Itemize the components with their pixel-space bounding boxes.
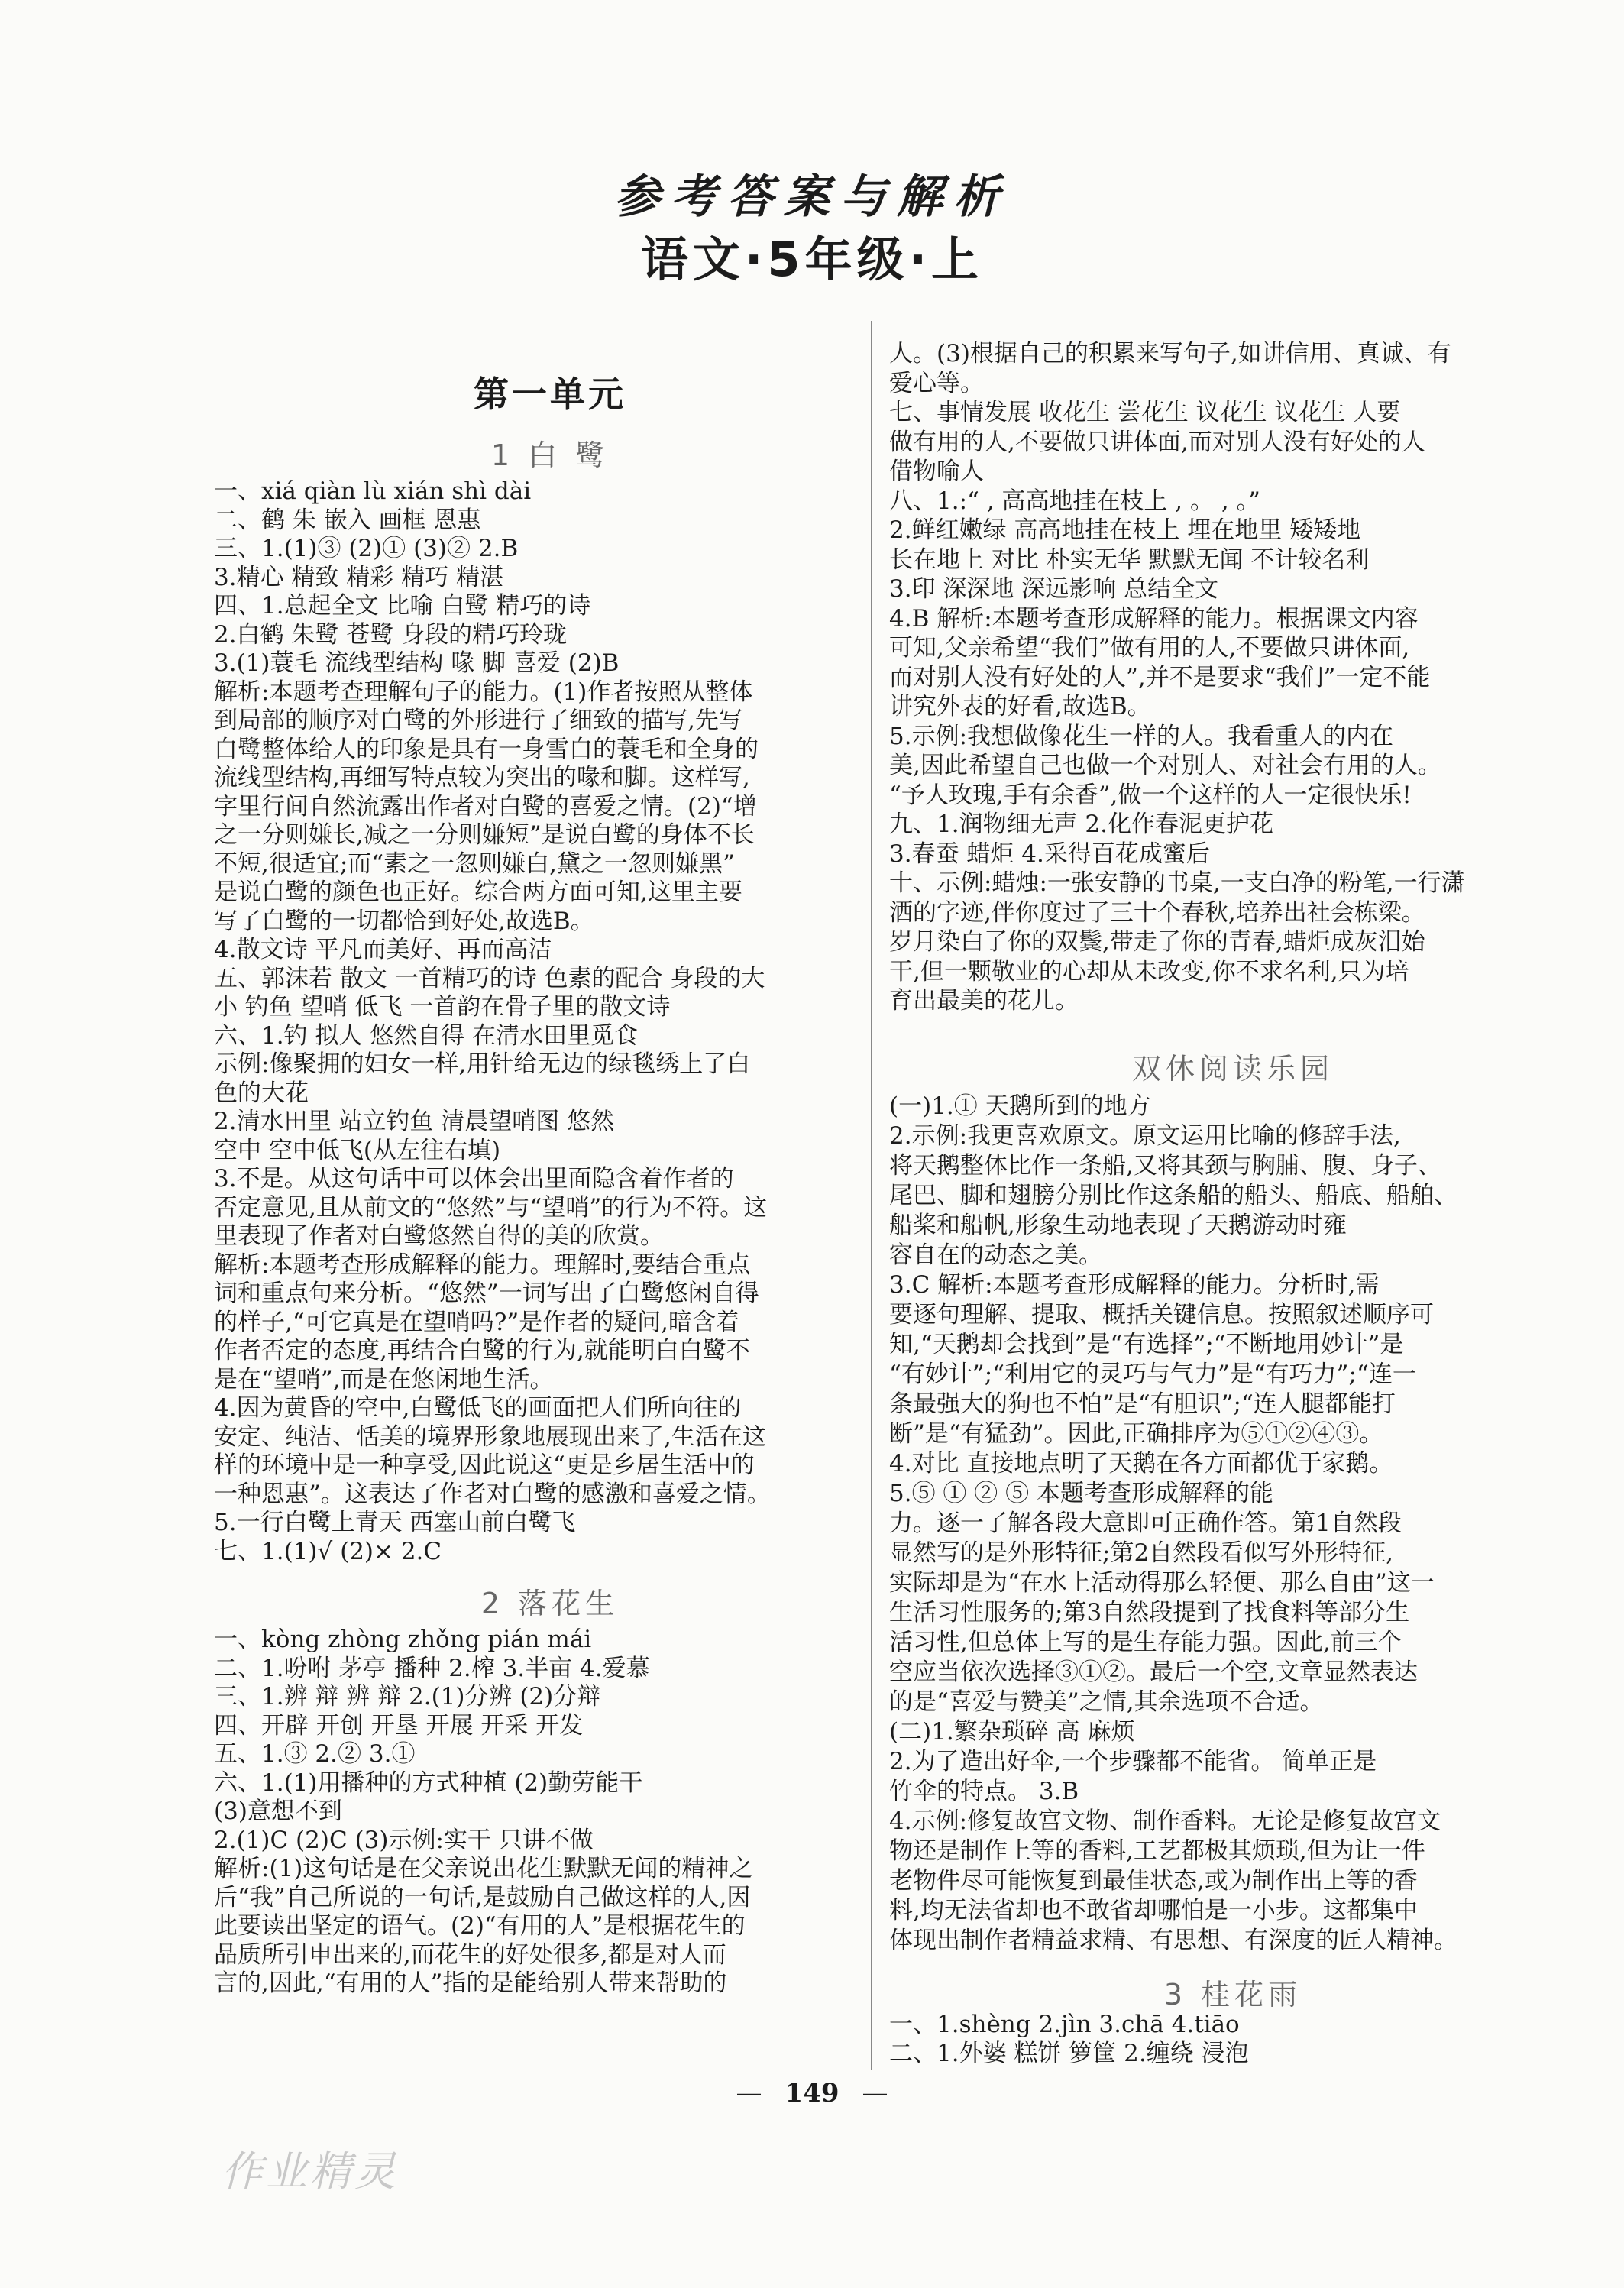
answer-line: 色的大花	[214, 1079, 309, 1107]
answer-line: 示例:像聚拥的妇女一样,用针给无边的绿毯绣上了白	[214, 1050, 751, 1078]
answer-line: 言的,因此,“有用的人”指的是能给别人带来帮助的	[214, 1969, 727, 1997]
lesson-2-title: 2 落花生	[480, 1587, 620, 1620]
watermark-stamp: 作业精灵	[222, 2147, 399, 2196]
answer-line: 一种恩惠”。这表达了作者对白鹭的感激和喜爱之情。	[214, 1480, 771, 1508]
answer-line: 八、1.:“ , 高高地挂在枝上 , 。 , 。”	[889, 487, 1260, 515]
answer-line: 物还是制作上等的香料,工艺都极其烦琐,但为让一件	[889, 1837, 1425, 1865]
answer-line: 容自在的动态之美。	[889, 1241, 1102, 1269]
answer-line: “予人玫瑰,手有余香”,做一个这样的人一定很快乐!	[889, 781, 1412, 809]
answer-line: 2.示例:我更喜欢原文。原文运用比喻的修辞手法,	[889, 1122, 1401, 1150]
answer-line: 借物喻人	[889, 458, 984, 485]
answer-line: 四、开辟 开创 开垦 开展 开采 开发	[214, 1711, 584, 1739]
answer-line: 此要读出坚定的语气。(2)“有用的人”是根据花生的	[214, 1912, 746, 1940]
answer-line: 七、1.(1)√ (2)× 2.C	[214, 1537, 442, 1565]
answer-line: 4.示例:修复故宫文物、制作香料。无论是修复故宫文	[889, 1807, 1441, 1835]
answer-line: 竹伞的特点。 3.B	[889, 1778, 1079, 1805]
answer-line: 到局部的顺序对白鹭的外形进行了细致的描写,先写	[214, 707, 742, 734]
answer-line: 断”是“有猛劲”。因此,正确排序为⑤①②④③。	[889, 1420, 1383, 1448]
answer-line: 做有用的人,不要做只讲体面,而对别人没有好处的人	[889, 428, 1425, 456]
answer-line: 品质所引申出来的,而花生的好处很多,都是对人而	[214, 1940, 726, 1969]
answer-line: 长在地上 对比 朴实无华 默默无闻 不计较名利	[889, 545, 1370, 574]
answer-line: 的样子,“可它真是在望哨吗?”是作者的疑问,暗含着	[214, 1308, 740, 1336]
answer-line: 2.(1)C (2)C (3)示例:实干 只讲不做	[214, 1826, 594, 1854]
answer-line: 力。逐一了解各段大意即可正确作答。第1自然段	[889, 1510, 1402, 1537]
reading-section-title: 双休阅读乐园	[1131, 1052, 1334, 1086]
answer-line: 爱心等。	[889, 369, 984, 397]
answer-line: 二、1.外婆 糕饼 箩筐 2.缠绕 浸泡	[889, 2040, 1249, 2067]
answer-line: 3.C 解析:本题考查形成解释的能力。分析时,需	[889, 1271, 1380, 1299]
answer-line: 4.对比 直接地点明了天鹅在各方面都优于家鹅。	[889, 1450, 1393, 1477]
answer-line: 安定、纯洁、恬美的境界形象地展现出来了,生活在这	[214, 1422, 766, 1451]
answer-line: 尾巴、脚和翅膀分别比作这条船的船头、船底、船舶、	[889, 1182, 1457, 1209]
answer-line: 讲究外表的好看,故选B。	[889, 693, 1151, 720]
answer-line: 流线型结构,再细写特点较为突出的喙和脚。这样写,	[214, 764, 750, 791]
answer-line: 2.白鹤 朱鹭 苍鹭 身段的精巧玲珑	[214, 620, 568, 649]
answer-line: 九、1.润物细无声 2.化作春泥更护花	[889, 811, 1274, 838]
answer-line: 2.为了造出好伞,一个步骤都不能省。 简单正是	[889, 1748, 1377, 1775]
page-number: — 149 —	[0, 2078, 1624, 2108]
answer-line: 四、1.总起全文 比喻 白鹭 精巧的诗	[214, 592, 591, 620]
lesson-1-title: 1 白 鹭	[490, 439, 610, 472]
answer-line: 生活习性服务的;第3自然段提到了找食料等部分生	[889, 1599, 1410, 1626]
answer-line: 条最强大的狗也不怕”是“有胆识”;“连人腿都能打	[889, 1390, 1396, 1418]
answer-line: 解析:本题考查理解句子的能力。(1)作者按照从整体	[214, 678, 753, 706]
answer-line: 2.鲜红嫩绿 高高地挂在枝上 埋在地里 矮矮地	[889, 516, 1361, 544]
answer-line: 4.散文诗 平凡而美好、再而高洁	[214, 936, 552, 963]
answer-line: 人。(3)根据自己的积累来写句子,如讲信用、真诚、有	[889, 340, 1451, 367]
answer-line: 是在“望哨”,而是在悠闲地生活。	[214, 1365, 554, 1393]
answer-line: 三、1.(1)③ (2)① (3)② 2.B	[214, 535, 519, 562]
answer-line: 老物件尽可能恢复到最佳状态,或为制作出上等的香	[889, 1867, 1418, 1895]
answer-line: 解析:本题考查形成解释的能力。理解时,要结合重点	[214, 1251, 751, 1279]
answer-line: 词和重点句来分析。“悠然”一词写出了白鹭悠闲自得	[214, 1280, 759, 1307]
answer-line: 是说白鹭的颜色也正好。综合两方面可知,这里主要	[214, 879, 742, 906]
answer-line: 育出最美的花儿。	[889, 987, 1079, 1015]
answer-line: 后“我”自己所说的一句话,是鼓励自己做这样的人,因	[214, 1883, 751, 1911]
answer-line: 要逐句理解、提取、概括关键信息。按照叙述顺序可	[889, 1301, 1434, 1328]
answer-line: 一、kòng zhòng zhǒng pián mái	[214, 1626, 592, 1653]
answer-line: 4.因为黄昏的空中,白鹭低飞的画面把人们所向往的	[214, 1394, 742, 1422]
answer-line: 十、示例:蜡烛:一张安静的书桌,一支白净的粉笔,一行潇	[889, 869, 1465, 897]
answer-line: 不短,很适宜;而“素之一忽则嫌白,黛之一忽则嫌黑”	[214, 850, 735, 878]
answer-line: 5.一行白鹭上青天 西塞山前白鹭飞	[214, 1509, 576, 1536]
page-title: 参考答案与解析	[614, 170, 1010, 224]
answer-line: 五、郭沫若 散文 一首精巧的诗 色素的配合 身段的大	[214, 964, 765, 992]
answer-line: “有妙计”;“利用它的灵巧与气力”是“有巧力”;“连一	[889, 1361, 1416, 1388]
answer-line: 小 钓鱼 望哨 低飞 一首韵在骨子里的散文诗	[214, 993, 671, 1021]
answer-line: 2.清水田里 站立钓鱼 清晨望哨图 悠然	[214, 1108, 615, 1135]
answer-line: 3.精心 精致 精彩 精巧 精湛	[214, 563, 503, 591]
answer-line: 岁月染白了你的双鬓,带走了你的青春,蜡炬成灰泪始	[889, 928, 1425, 956]
answer-line: 4.B 解析:本题考查形成解释的能力。根据课文内容	[889, 604, 1419, 633]
answer-line: 二、1.吩咐 茅亭 播种 2.榨 3.半亩 4.爱慕	[214, 1654, 650, 1682]
answer-line: 作者否定的态度,再结合白鹭的行为,就能明白白鹭不	[214, 1337, 750, 1364]
answer-line: 3.(1)蓑毛 流线型结构 喙 脚 喜爱 (2)B	[214, 649, 620, 677]
answer-line: 六、1.钓 拟人 悠然自得 在清水田里觅食	[214, 1021, 639, 1050]
answer-line: 样的环境中是一种享受,因此说这“更是乡居生活中的	[214, 1451, 755, 1479]
answer-line: 可知,父亲希望“我们”做有用的人,不要做只讲体面,	[889, 634, 1410, 662]
answer-line: 3.春蚕 蜡炬 4.采得百花成蜜后	[889, 840, 1210, 868]
lesson-3-title: 3 桂花雨	[1163, 1978, 1302, 2011]
answer-line: 3.不是。从这句话中可以体会出里面隐含着作者的	[214, 1165, 734, 1193]
answer-line: 船桨和船帆,形象生动地表现了天鹅游动时雍	[889, 1212, 1347, 1239]
answer-line: 五、1.③ 2.② 3.①	[214, 1740, 416, 1768]
answer-line: (一)1.① 天鹅所到的地方	[889, 1092, 1151, 1120]
page-subtitle: 语文·5年级·上	[640, 231, 984, 287]
answer-line: 活习性,但总体上写的是生存能力强。因此,前三个	[889, 1629, 1402, 1656]
column-divider	[871, 321, 872, 2070]
answer-line: 美,因此希望自己也做一个对别人、对社会有用的人。	[889, 752, 1441, 779]
answer-line: 一、xiá qiàn lù xián shì dài	[214, 477, 532, 505]
answer-line: 体现出制作者精益求精、有思想、有深度的匠人精神。	[889, 1927, 1457, 1954]
answer-line: 二、鹤 朱 嵌入 画框 恩惠	[214, 506, 481, 534]
answer-line: 知,“天鹅却会找到”是“有选择”;“不断地用妙计”是	[889, 1331, 1404, 1358]
answer-line: 空应当依次选择③①②。最后一个空,文章显然表达	[889, 1659, 1418, 1686]
answer-line: 七、事情发展 收花生 尝花生 议花生 议花生 人要	[889, 399, 1401, 426]
answer-line: 实际却是为“在水上活动得那么轻便、那么自由”这一	[889, 1569, 1435, 1597]
answer-line: (3)意想不到	[214, 1798, 342, 1825]
answer-line: 洒的字迹,伴你度过了三十个春秋,培养出社会栋梁。	[889, 898, 1425, 927]
answer-line: 空中 空中低飞(从左往右填)	[214, 1136, 501, 1164]
answer-line: 而对别人没有好处的人”,并不是要求“我们”一定不能	[889, 663, 1431, 691]
answer-line: 写了白鹭的一切都恰到好处,故选B。	[214, 907, 594, 935]
answer-line: 六、1.(1)用播种的方式种植 (2)勤劳能干	[214, 1769, 643, 1797]
answer-line: 字里行间自然流露出作者对白鹭的喜爱之情。(2)“增	[214, 792, 757, 820]
answer-line: 里表现了作者对白鹭悠然自得的美的欣赏。	[214, 1222, 664, 1250]
answer-line: 一、1.shèng 2.jìn 3.chā 4.tiāo	[889, 2011, 1240, 2038]
answer-line: 白鹭整体给人的印象是具有一身雪白的蓑毛和全身的	[214, 735, 759, 763]
answer-line: 3.印 深深地 深远影响 总结全文	[889, 575, 1219, 603]
answer-line: 显然写的是外形特征;第2自然段看似写外形特征,	[889, 1539, 1394, 1567]
answer-line: 5.示例:我想做像花生一样的人。我看重人的内在	[889, 722, 1394, 750]
answer-line: 三、1.辨 辩 辨 辩 2.(1)分辨 (2)分辩	[214, 1683, 601, 1710]
answer-line: 的是“喜爱与赞美”之情,其余选项不合适。	[889, 1688, 1324, 1716]
answer-line: 之一分则嫌长,减之一分则嫌短”是说白鹭的身体不长	[214, 821, 755, 849]
answer-line: 否定意见,且从前文的“悠然”与“望哨”的行为不符。这	[214, 1193, 768, 1222]
answer-line: (二)1.繁杂琐碎 高 麻烦	[889, 1718, 1135, 1746]
answer-line: 料,均无法省却也不敢省却哪怕是一小步。这都集中	[889, 1897, 1418, 1924]
answer-line: 5.⑤ ① ② ⑤ 本题考查形成解释的能	[889, 1480, 1273, 1507]
answer-line: 干,但一颗敬业的心却从未改变,你不求名利,只为培	[889, 957, 1409, 985]
unit-title: 第一单元	[474, 374, 626, 415]
answer-line: 解析:(1)这句话是在父亲说出花生默默无闻的精神之	[214, 1855, 753, 1882]
answer-line: 将天鹅整体比作一条船,又将其颈与胸脯、腹、身子、	[889, 1152, 1441, 1180]
